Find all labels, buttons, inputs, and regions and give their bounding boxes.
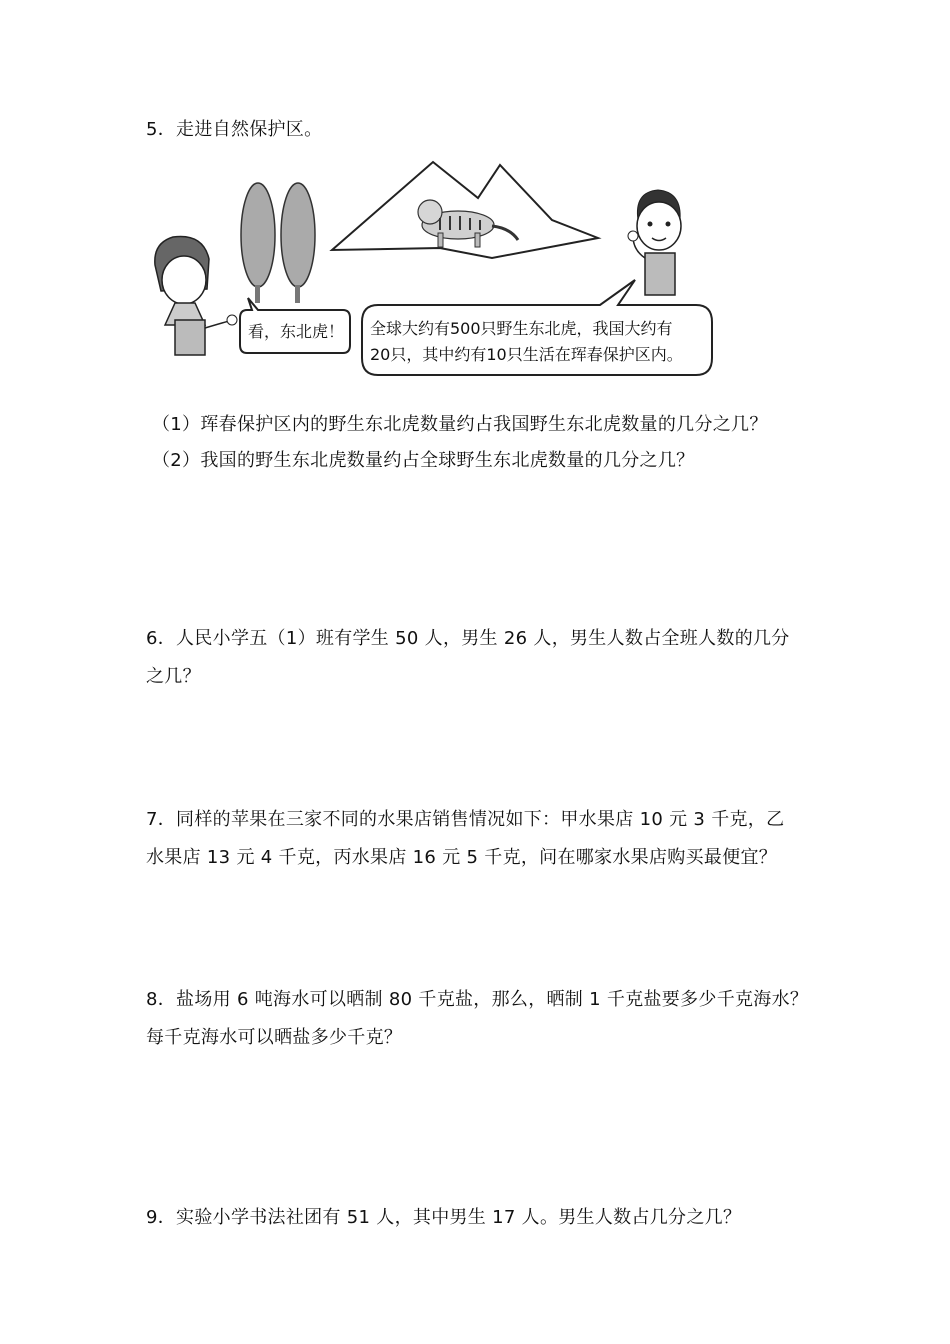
question-9-line-1: 9．实验小学书法社团有 51 人，其中男生 17 人。男生人数占几分之几？ — [146, 1207, 742, 1228]
question-7-line-1: 7．同样的苹果在三家不同的水果店销售情况如下：甲水果店 10 元 3 千克，乙 — [146, 809, 785, 830]
bubble-right-line1: 全球大约有500只野生东北虎，我国大约有 — [370, 319, 673, 338]
nature-reserve-illustration — [140, 150, 720, 385]
question-5-title: 5．走进自然保护区。 — [146, 119, 323, 140]
mountain-outline — [332, 162, 598, 258]
girl-left-icon — [155, 236, 237, 355]
question-6-line-1: 6．人民小学五（1）班有学生 50 人，男生 26 人，男生人数占全班人数的几分 — [146, 628, 790, 649]
girl-right-icon — [628, 190, 681, 295]
tree-icon — [281, 183, 315, 303]
question-6-line-2: 之几？ — [146, 666, 201, 687]
question-8-line-2: 每千克海水可以晒盐多少千克？ — [146, 1027, 403, 1048]
question-5-sub-1: （1）珲春保护区内的野生东北虎数量约占我国野生东北虎数量的几分之几？ — [152, 414, 768, 435]
question-7-line-2: 水果店 13 元 4 千克，丙水果店 16 元 5 千克，问在哪家水果店购买最便宜？ — [146, 847, 778, 868]
question-5-sub-2: （2）我国的野生东北虎数量约占全球野生东北虎数量的几分之几？ — [152, 450, 695, 471]
bubble-right-line2: 20只，其中约有10只生活在珲春保护区内。 — [370, 345, 683, 364]
question-8-line-1: 8．盐场用 6 吨海水可以晒制 80 千克盐，那么，晒制 1 千克盐要多少千克海水？ — [146, 989, 809, 1010]
tree-icon — [241, 183, 275, 303]
bubble-left-text: 看，东北虎！ — [248, 322, 345, 341]
